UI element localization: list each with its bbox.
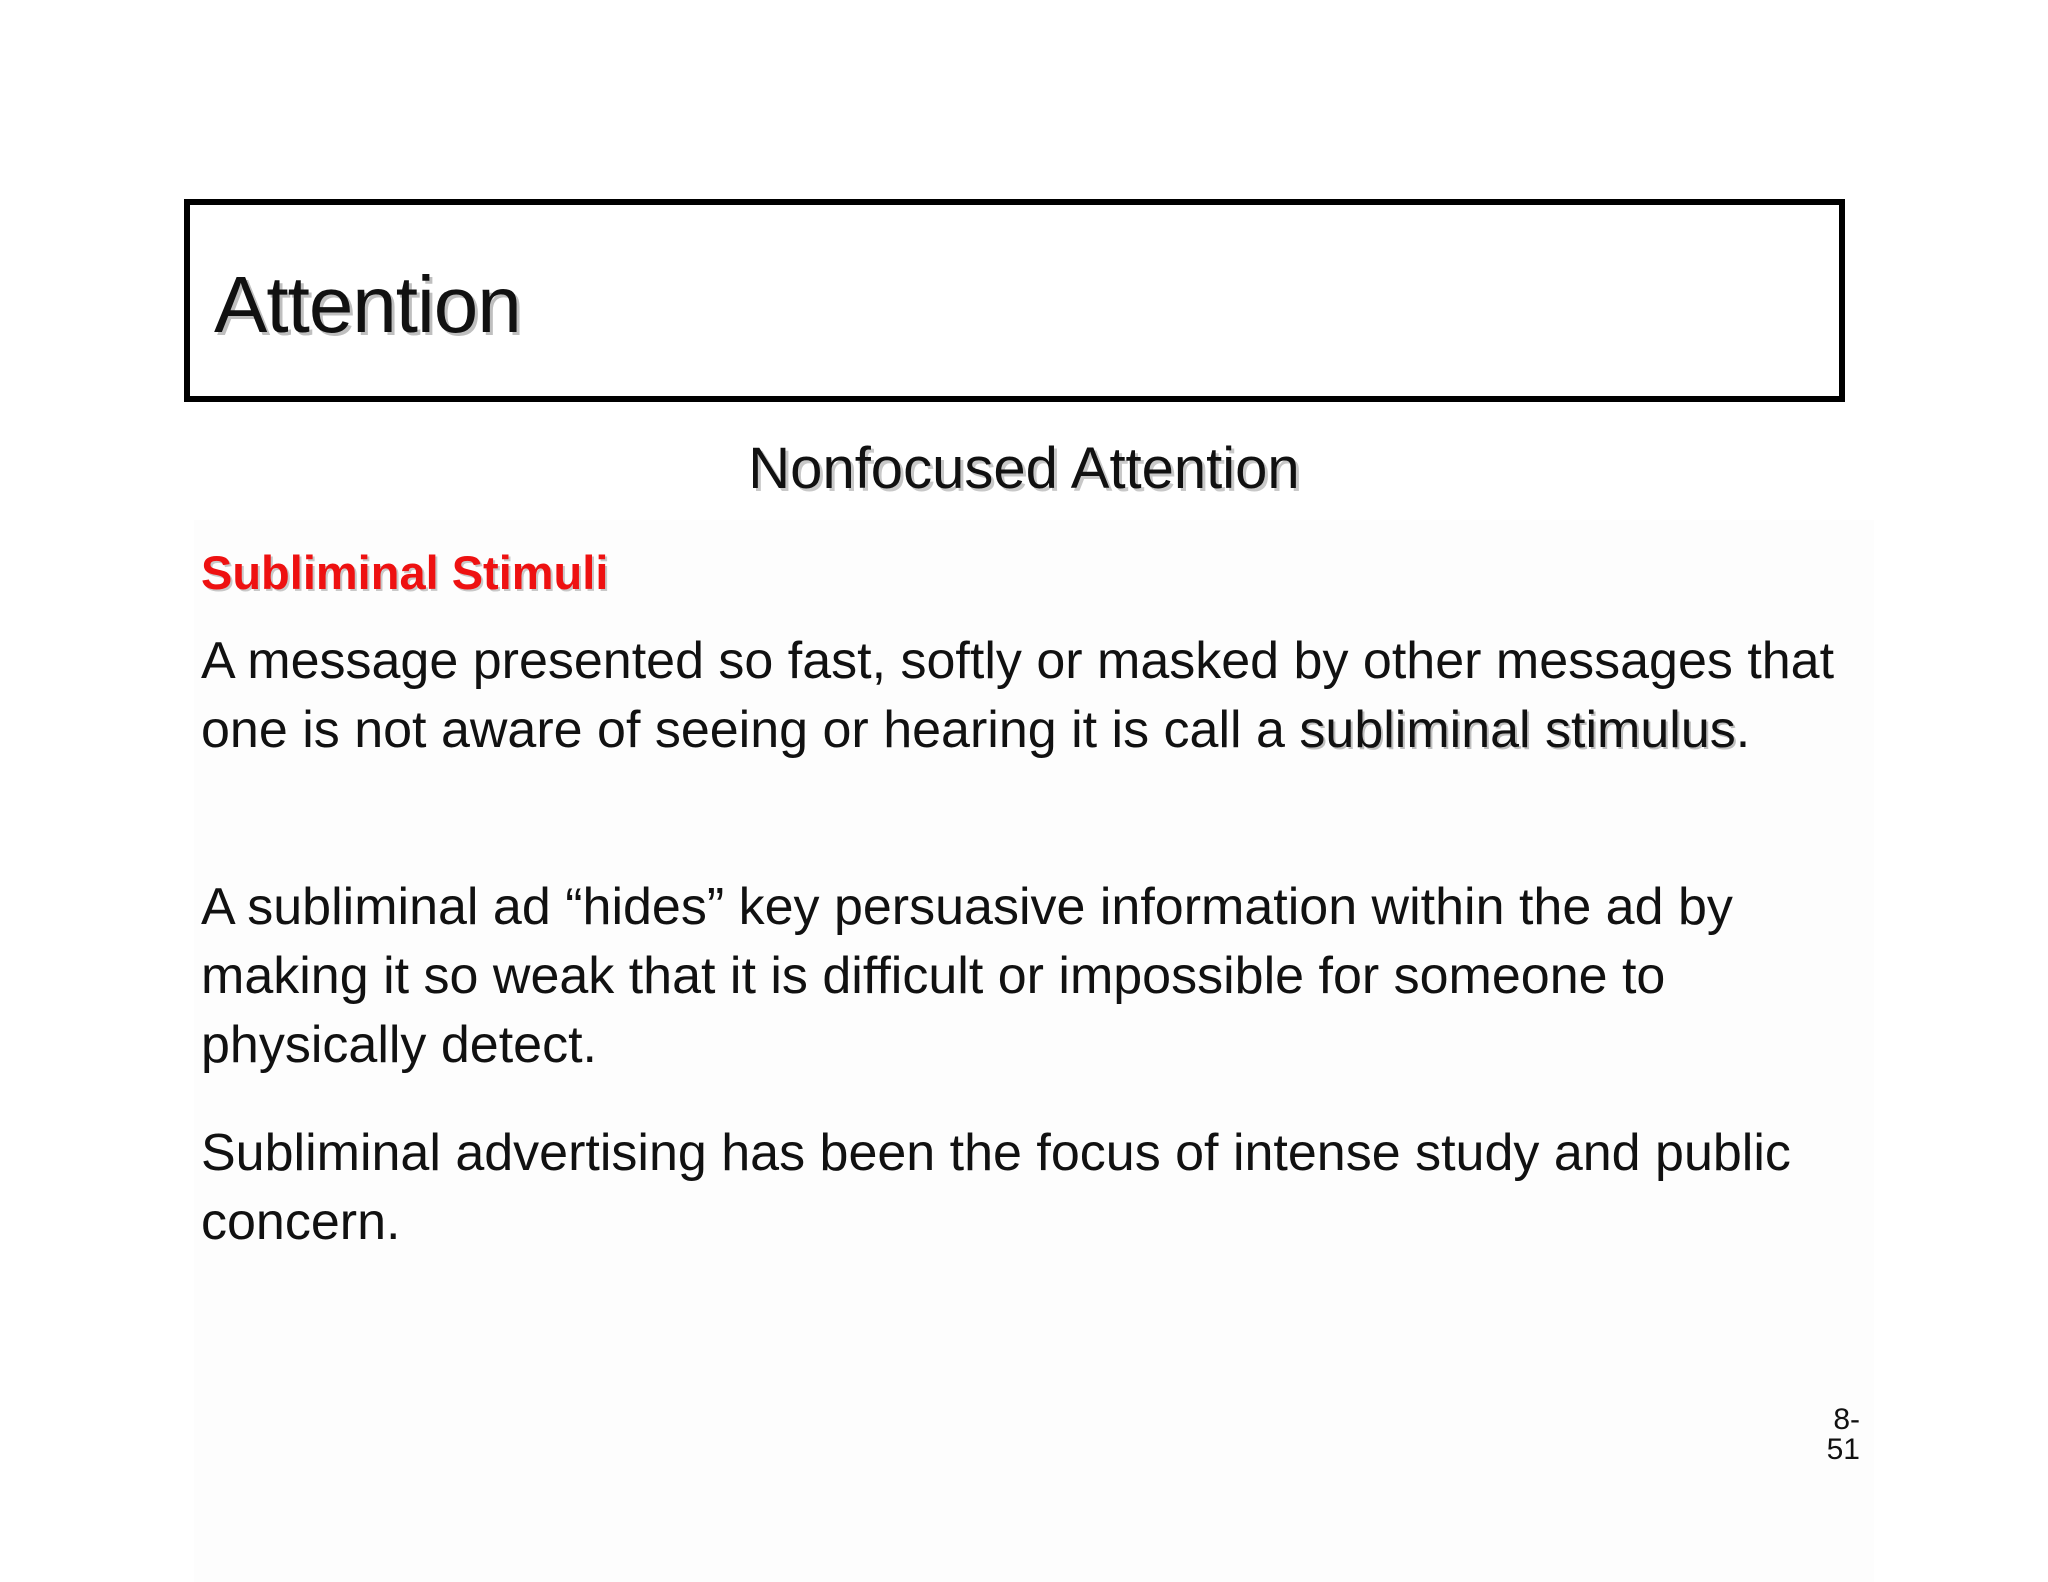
paragraph-definition-end: . xyxy=(1735,701,1751,759)
paragraph-definition xyxy=(201,627,1841,765)
paragraph-definition-text: A message presented so fast, softly or masked by other messages that one is not aware of seeing or hearing it is call a xyxy=(201,632,1835,759)
page-number: 8-51 xyxy=(1826,1403,1860,1466)
paragraph-subliminal-ad: A subliminal ad “hides” key persuasive information within the ad by making it so weak that it is difficult or impossible for someone to physically detect. xyxy=(201,878,1733,1074)
title-box xyxy=(184,199,1845,402)
key-term: subliminal stimulus xyxy=(1299,701,1736,759)
paragraph-public-concern: Subliminal advertising has been the focus of intense study and public concern. xyxy=(201,1124,1791,1251)
slide-title: Attention xyxy=(214,260,521,349)
section-heading: Subliminal Stimuli xyxy=(201,546,609,599)
slide-subtitle: Nonfocused Attention xyxy=(748,436,1300,501)
